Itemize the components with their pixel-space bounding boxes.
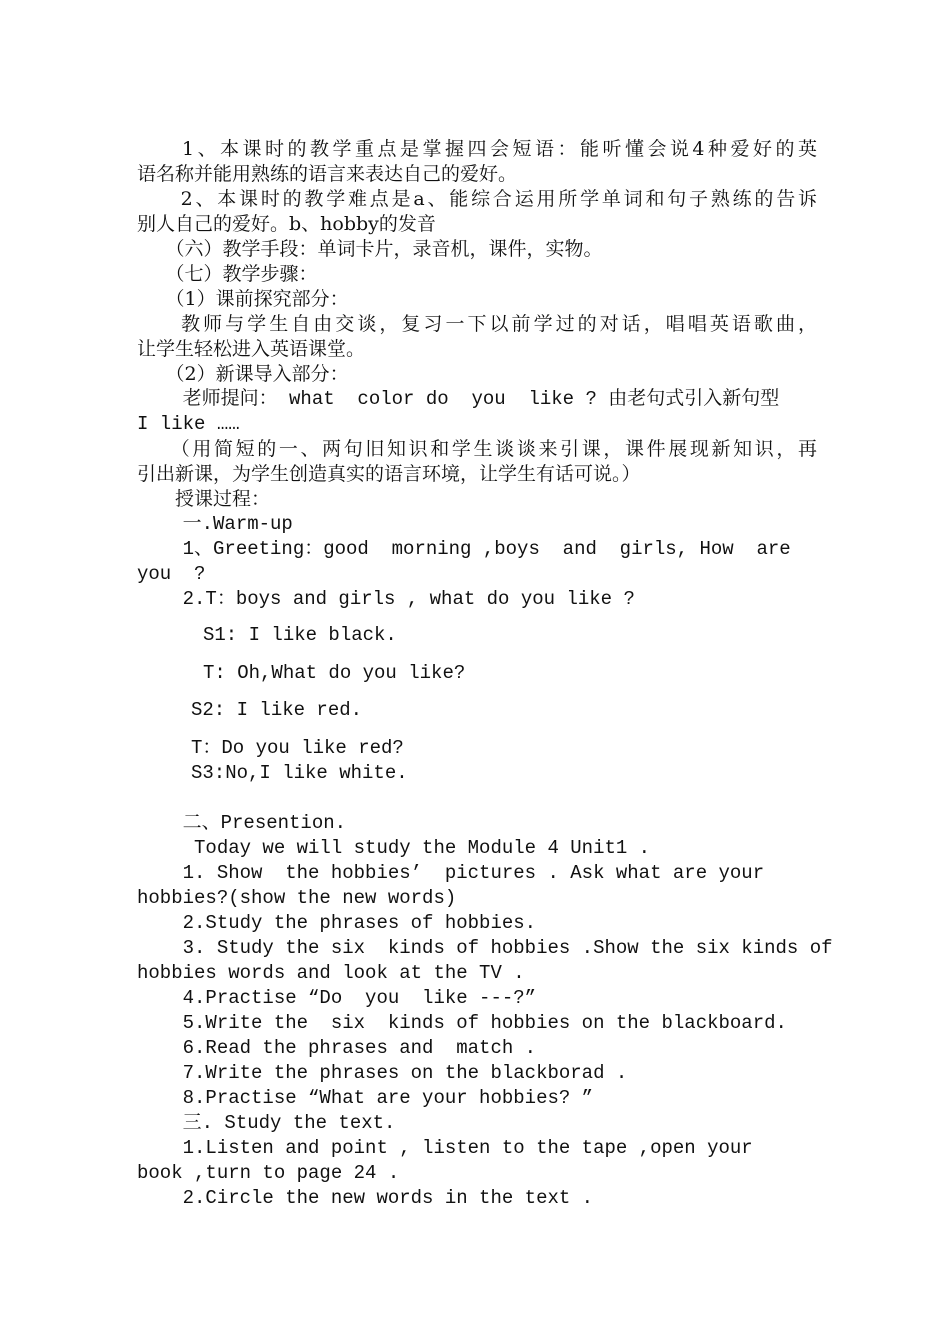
paragraph-line: 3. Study the six kinds of hobbies .Show the six kinds of — [137, 937, 833, 959]
paragraph-line: （2）新课导入部分： — [137, 363, 349, 385]
paragraph-line: 6.Read the phrases and match . — [137, 1037, 537, 1059]
paragraph-line: （用简短的一、两句旧知识和学生谈谈来引课，课件展现新知识，再 — [137, 438, 817, 460]
paragraph-line: （六）教学手段：单词卡片，录音机，课件，实物。 — [137, 238, 603, 260]
paragraph-line: 5.Write the six kinds of hobbies on the blackboard. — [137, 1012, 787, 1034]
paragraph-line: hobbies words and look at the TV . — [137, 962, 525, 984]
dialogue-line: S3:No,I like white. — [191, 762, 408, 784]
paragraph-line: 1、本课时的教学重点是掌握四会短语：能听懂会说4种爱好的英 — [137, 138, 817, 160]
dialogue-line: T：Do you like red? — [191, 737, 404, 759]
paragraph-line: （七）教学步骤： — [137, 263, 318, 285]
dialogue-line: S1: I like black. — [203, 624, 397, 646]
paragraph-line: 让学生轻松进入英语课堂。 — [137, 338, 366, 360]
paragraph-line: 2、本课时的教学难点是a、能综合运用所学单词和句子熟练的告诉 — [137, 188, 817, 210]
paragraph-line: 引出新课，为学生创造真实的语言环境，让学生有话可说。） — [137, 463, 641, 485]
paragraph-line: （1）课前探究部分： — [137, 288, 349, 310]
paragraph-line: 老师提问： what color do you like ? 由老句式引入新句型 — [137, 388, 780, 410]
paragraph-line: 1、Greeting：good morning ,boys and girls, How are — [137, 538, 791, 560]
dialogue-line: T: Oh,What do you like? — [203, 662, 466, 684]
paragraph-line: 1. Show the hobbies’ pictures . Ask what are your — [137, 862, 765, 884]
paragraph-line: 2.T：boys and girls , what do you like ? — [137, 588, 635, 610]
section-heading: 授课过程： — [137, 488, 271, 510]
paragraph-line: 4.Practise “Do you like ---?” — [137, 987, 537, 1009]
paragraph-line: hobbies?(show the new words) — [137, 887, 457, 909]
paragraph-line: 语名称并能用熟练的语言来表达自己的爱好。 — [137, 163, 518, 185]
section-heading: 二、Presention. — [137, 812, 347, 834]
section-heading: 三. Study the text. — [137, 1112, 396, 1134]
paragraph-line: Today we will study the Module 4 Unit1 . — [137, 837, 651, 859]
paragraph-line: 7.Write the phrases on the blackborad . — [137, 1062, 628, 1084]
paragraph-line: 教师与学生自由交谈，复习一下以前学过的对话，唱唱英语歌曲， — [137, 313, 817, 335]
paragraph-line: I like …… — [137, 413, 240, 435]
paragraph-line: 2.Circle the new words in the text . — [137, 1187, 594, 1209]
paragraph-line: book ,turn to page 24 . — [137, 1162, 400, 1184]
paragraph-line: 8.Practise “What are your hobbies? ” — [137, 1087, 594, 1109]
paragraph-line: 2.Study the phrases of hobbies. — [137, 912, 537, 934]
paragraph-line: you ? — [137, 563, 206, 585]
section-heading: 一.Warm-up — [137, 513, 293, 535]
paragraph-line: 1.Listen and point , listen to the tape ,open your — [137, 1137, 753, 1159]
paragraph-line: 别人自己的爱好。b、hobby的发音 — [137, 213, 436, 235]
dialogue-line: S2: I like red. — [191, 699, 363, 721]
